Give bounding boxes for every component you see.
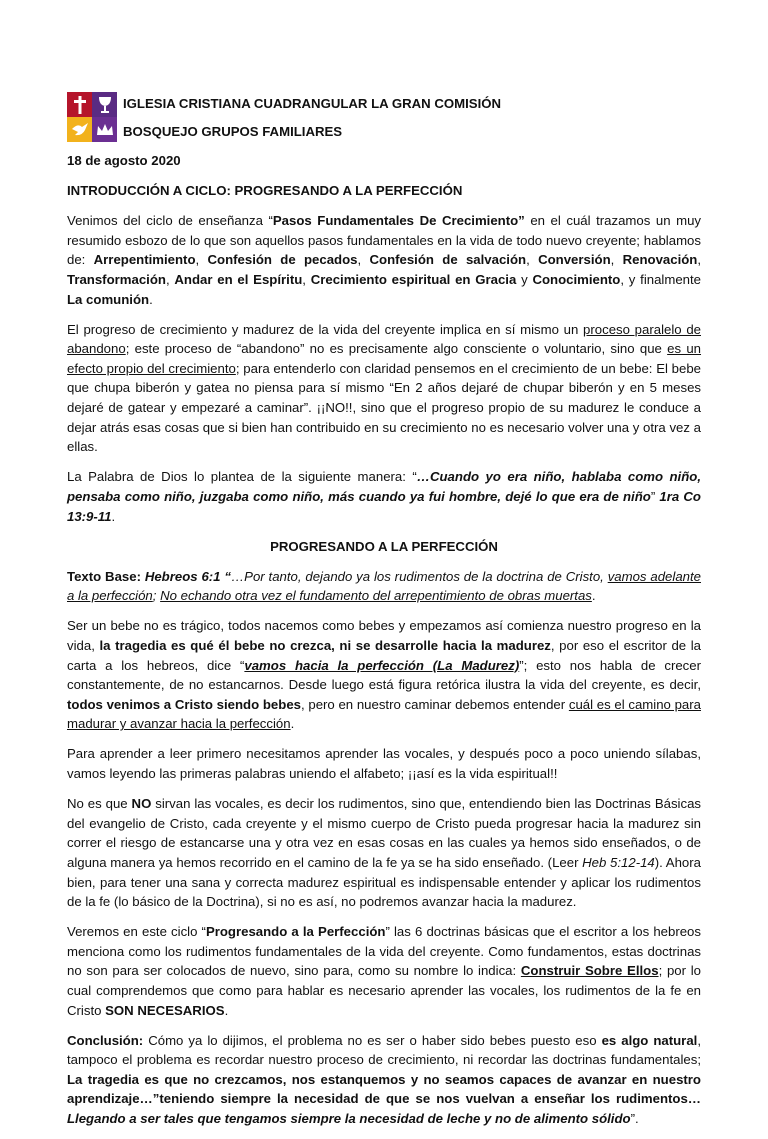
series-name: Progresando a la Perfección (205, 924, 386, 940)
text-span: ; este proceso de “abandono” no es precisamente algo consciente o voluntario, sino que (125, 341, 668, 357)
text-span: Venimos del ciclo de enseñanza “ (67, 213, 273, 229)
emphasis-bold: SON NECESARIOS (105, 1002, 225, 1018)
emphasis-underline: Construir Sobre Ellos (520, 963, 659, 979)
emphasis-bold: La tragedia es que no crezcamos, nos estanquemos y no seamos capaces de avanzar en nuestro aprendizaje…”teniendo siempre la necesidad de que se nos vuelvan a enseñar los rudimentos… (67, 1071, 701, 1107)
text-span: , tampoco el problema es recordar nuestro proceso de crecimiento, ni recordar las doctrinas fundamentales; (67, 1032, 701, 1068)
cross-icon (67, 92, 92, 117)
scripture-emphasis: vamos adelante a la perfección (67, 568, 701, 604)
section-title: PROGRESANDO A LA PERFECCIÓN (270, 538, 498, 554)
text-span: ” las 6 doctrinas básicas que el escritor a los hebreos menciona como los rudimentos fundamentales de la vida del creyente. Como fundamentos, estas doctrinas no son para ser colocados de nuevo, sino para, como su nombre lo indica: (67, 924, 701, 979)
text-span: , (165, 271, 175, 287)
label-text: Texto Base: (67, 568, 145, 584)
topic-term: Transformación (67, 271, 166, 287)
emphasis-underline: cuál es el camino para madurar y avanzar hacia la perfección (67, 696, 701, 732)
scripture-reference: Heb 5:12-14 (582, 854, 655, 870)
topic-term: Arrepentimiento (93, 252, 196, 268)
text-span: , (526, 252, 539, 268)
text-span: , (195, 252, 208, 268)
text-span: Cómo ya lo dijimos, el problema no es ser o haber sido bebes puesto eso (143, 1032, 602, 1048)
scripture-quote: Llegando a ser tales que tengamos siempre la necesidad de leche y no de alimento sólido (67, 1111, 631, 1127)
text-span: en el cuál trazamos un muy resumido esbozo de lo que son aquellos pasos fundamentales en la vida de todo nuevo creyente; hablamos de: (67, 213, 701, 268)
paragraph-1 (67, 211, 701, 309)
topic-term: Renovación (622, 252, 698, 268)
emphasis-underline: es un efecto propio del crecimiento (67, 341, 702, 376)
text-span: , (357, 252, 370, 268)
text-span: ). Ahora bien, para tener una sana y correcta madurez espiritual es indispensable entender y aplicar los rudimentos de la fe (lo básico de la Doctrina), si no es así, no podremos avanzar hacia la madurez. (67, 854, 701, 910)
document-body (67, 151, 701, 1139)
text-span: sirvan las vocales, es decir los rudimentos, sino que, entendiendo bien las Doctrinas Básicas del evangelio de Cristo, cada creyente y el mismo cuerpo de Cristo pueda progresar hacia la madurez sin correr el riesgo de estancarse una y otra vez en esas cosas en las cuales ya hemos sido enseñados, o de alguna manera ya hemos recorrido en el camino de la fe ya se ha sido enseñado. (Leer (67, 796, 701, 870)
text-span: ; (152, 588, 161, 604)
scripture-quote: …Cuando yo era niño, hablaba como niño, pensaba como niño, juzgaba como niño, más cuando ya fui hombre, dejé lo que era de niño (67, 469, 701, 504)
text-span: . (591, 588, 596, 604)
paragraph-8 (67, 922, 701, 1020)
dove-icon (67, 117, 92, 142)
church-name: IGLESIA CRISTIANA CUADRANGULAR LA GRAN COMISIÓN (123, 96, 502, 111)
text-span: , (302, 271, 311, 287)
crown-icon (92, 117, 117, 142)
text-span: ; para entenderlo con claridad pensemos en el crecimiento de un bebe: El bebe que chupa biberón y gatea no piensa para sí mismo “En 2 años dejaré de chupar biberón y en 5 meses dejaré de gatear y empezaré a caminar”. ¡¡NO!!, sino que el progreso propio de su madurez le conduce a dejar atrás esas cosas que si bien han contribuido en su crecimiento no es necesario volver una y otra vez a ellas. (67, 360, 701, 455)
topic-term: Conocimiento (532, 271, 621, 287)
emphasis-bold: NO (131, 796, 152, 812)
emphasis-bold: es algo natural (601, 1032, 698, 1048)
text-span: . (149, 291, 153, 307)
chalice-icon (92, 92, 117, 117)
text-span: No es que (67, 796, 132, 812)
text-span: . (111, 508, 116, 524)
paragraph-3 (67, 467, 701, 526)
church-logo (67, 92, 117, 142)
topic-term: Conversión (538, 252, 611, 268)
text-span: Veremos en este ciclo “ (67, 924, 206, 940)
document-date: 18 de agosto 2020 (67, 153, 181, 168)
series-name: Pasos Fundamentales De Crecimiento” (272, 213, 525, 229)
text-span: El progreso de crecimiento y madurez de la vida del creyente implica en sí mismo un (67, 321, 584, 337)
text-span: , y finalmente (620, 271, 702, 287)
topic-term: Crecimiento espiritual en Gracia (310, 271, 517, 287)
text-span: , (610, 252, 623, 268)
paragraph-7 (67, 794, 701, 912)
emphasis-bold: la tragedia es qué él bebe no crezca, ni se desarrolle hacia la madurez (99, 637, 551, 653)
conclusion-label: Conclusión: (67, 1032, 144, 1048)
emphasis-quote: vamos hacia la perfección (La Madurez) (244, 657, 520, 673)
text-span: . (224, 1002, 229, 1018)
topic-term: Andar en el Espíritu (174, 271, 303, 287)
topic-term: Confesión de pecados (207, 252, 358, 268)
text-span: y (516, 271, 533, 287)
text-span: ” (650, 488, 660, 504)
paragraph-6: Para aprender a leer primero necesitamos aprender las vocales, y después poco a poco uniendo sílabas, vamos leyendo las primeras palabras uniendo el alfabeto; ¡¡así es la vida espiritual!! (67, 746, 701, 782)
topic-term: La comunión (67, 291, 150, 307)
paragraph-base-text (67, 567, 701, 606)
emphasis-underline: proceso paralelo de abandono (67, 321, 701, 357)
conclusion-paragraph (67, 1031, 701, 1129)
text-span: ”; esto nos habla de crecer constantemente, de no estancarnos. Desde luego está figura retórica ilustra la vida del creyente, es decir, (67, 657, 702, 693)
outline-title: BOSQUEJO GRUPOS FAMILIARES (123, 124, 343, 139)
paragraph-5 (67, 616, 701, 734)
text-span: ”. (630, 1111, 639, 1127)
paragraph-2 (67, 320, 701, 457)
text-span: . (290, 716, 295, 732)
intro-title: INTRODUCCIÓN A CICLO: PROGRESANDO A LA PERFECCIÓN (67, 183, 463, 199)
text-span: ; por lo cual comprendemos que como para hablar es necesario aprender las vocales, los rudimentos de la fe en Cristo (67, 963, 701, 1018)
text-span: , pero en nuestro caminar debemos entender (300, 696, 569, 712)
scripture-reference: 1ra Co 13:9-11 (67, 488, 701, 524)
emphasis-bold: todos venimos a Cristo siendo bebes (67, 696, 301, 712)
text-span: , (697, 252, 702, 268)
text-span: Ser un bebe no es trágico, todos nacemos como bebes y empezamos así comienza nuestro progreso en la vida, (67, 618, 701, 653)
text-span: , por eso el escritor de la carta a los hebreos, dice “ (67, 637, 701, 673)
scripture-emphasis: No echando otra vez el fundamento del arrepentimiento de obras muertas (160, 588, 592, 604)
scripture-reference: Hebreos 6:1 “ (144, 568, 231, 584)
text-span: La Palabra de Dios lo plantea de la siguiente manera: “ (67, 469, 417, 485)
scripture-quote: …Por tanto, dejando ya los rudimentos de la doctrina de Cristo, (230, 568, 608, 584)
topic-term: Confesión de salvación (369, 252, 527, 268)
